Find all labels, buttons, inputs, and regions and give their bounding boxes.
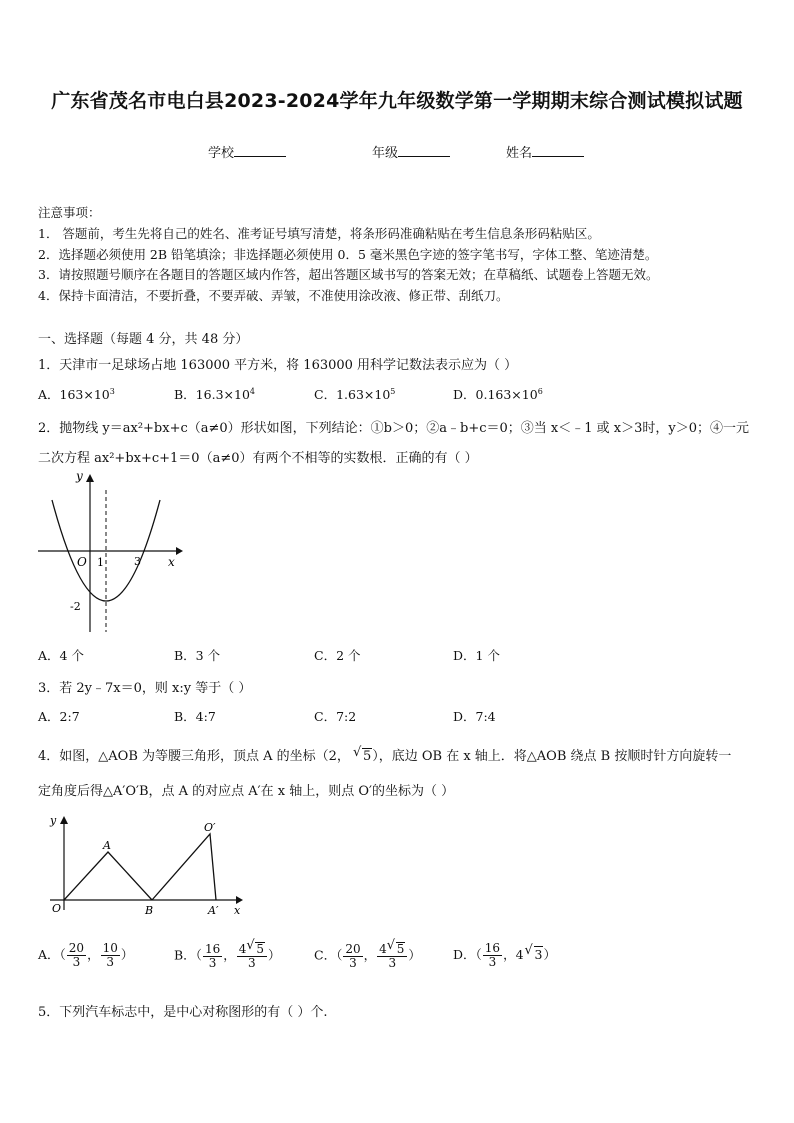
y-axis-arrow <box>86 474 94 482</box>
q4-option-c: C．（ $\frac{20}{3}$ ， $\frac{4√ 5}{3}$ ） <box>314 942 421 970</box>
x-label: x <box>234 904 241 917</box>
q1-option-a: A．$163\times 10^3$ <box>38 386 115 402</box>
q3-option-a: A．2:7 <box>38 709 80 724</box>
q3-option-d: D．7:4 <box>453 709 496 724</box>
q1-option-b: B．$16.3\times 10^4$ <box>174 386 255 402</box>
question-2-stem-line1: 2．抛物线 y＝ax²+bx+c（a≠0）形状如图，下列结论：①b＞0；②a﹣b+c＝0；③当 x＜﹣1 或 x＞3时，y＞0；④一元 <box>38 421 750 436</box>
question-2-stem-line2: 二次方程 ax²+bx+c+1＝0（a≠0）有两个不相等的实数根．正确的有（ ） <box>38 451 478 466</box>
tick-label: -2 <box>70 600 81 613</box>
q4-option-b: B．（ $\frac{16}{3}$ ， $\frac{4√ 5}{3}$ ） <box>174 942 281 970</box>
question-4-stem-line2: 定角度后得△A′O′B，点 A 的对应点 A′在 x 轴上，则点 O′的坐标为（ ） <box>38 784 455 799</box>
point-oprime-label: O′ <box>204 821 216 834</box>
q3-option-b: B．4:7 <box>174 709 216 724</box>
y-label: y <box>50 814 57 827</box>
grade-field: 年级 <box>372 142 450 161</box>
y-label: y <box>76 469 83 483</box>
tick-label: 3 <box>134 555 141 568</box>
triangle-aprime-oprime-b <box>152 834 216 900</box>
section-heading: 一、选择题（每题 4 分，共 48 分） <box>38 332 249 347</box>
notice-item: 2．选择题必须使用 2B 铅笔填涂；非选择题必须使用 0．5 毫米黑色字迹的签字笔书写，字体工整、笔迹清楚。 <box>38 247 658 262</box>
q4-option-a: A．（ $\frac{20}{3}$ ， $\frac{10}{3}$ ） <box>38 941 134 969</box>
school-field: 学校 <box>208 142 286 161</box>
q2-option-d: D．1 个 <box>453 648 500 663</box>
x-axis-arrow <box>236 896 243 904</box>
x-label: x <box>168 555 175 569</box>
triangle-aob <box>64 852 152 900</box>
question-5-stem: 5．下列汽车标志中，是中心对称图形的有（ ）个. <box>38 1005 328 1020</box>
point-aprime-label: A′ <box>208 904 219 917</box>
q3-option-c: C．7:2 <box>314 709 357 724</box>
origin-label: O <box>52 902 62 915</box>
triangle-figure <box>40 810 250 922</box>
x-axis-arrow <box>176 547 183 555</box>
q1-option-d: D．$0.163\times 10^6$ <box>453 386 543 402</box>
q2-option-a: A．4 个 <box>38 648 84 663</box>
notice-item: 4．保持卡面清洁，不要折叠，不要弄破、弄皱，不准使用涂改液、修正带、刮纸刀。 <box>38 288 509 303</box>
question-4-stem-line1: 4．如图，△AOB 为等腰三角形，顶点 A 的坐标（2，√ 5），底边 OB 在 x 轴上．将△AOB 绕点 B 按顺时针方向旋转一 <box>38 745 731 764</box>
page-title: 广东省茂名市电白县2023-2024学年九年级数学第一学期期末综合测试模拟试题 <box>51 90 743 112</box>
name-field: 姓名 <box>506 142 584 161</box>
q2-option-c: C．2 个 <box>314 648 361 663</box>
notice-heading: 注意事项： <box>38 205 101 220</box>
point-a-label: A <box>103 839 111 852</box>
parabola-figure <box>30 466 190 638</box>
question-3-stem: 3．若 2y﹣7x＝0，则 x:y 等于（ ） <box>38 681 252 696</box>
q4-option-d: D．（ $\frac{16}{3}$ ，4√ 3） <box>453 942 556 969</box>
question-1-stem: 1．天津市一足球场占地 163000 平方米，将 163000 用科学记数法表示应为（ ） <box>38 358 518 373</box>
q1-option-c: C．$1.63\times 10^5$ <box>314 386 396 402</box>
notice-item: 3．请按照题号顺序在各题目的答题区域内作答，超出答题区域书写的答案无效；在草稿纸、试题卷上答题无效。 <box>38 267 659 282</box>
tick-label: 1 <box>97 556 104 569</box>
origin-label: O <box>77 555 87 569</box>
point-b-label: B <box>145 904 154 917</box>
y-axis-arrow <box>60 816 68 824</box>
q2-option-b: B．3 个 <box>174 648 221 663</box>
notice-item: 1． 答题前，考生先将自己的姓名、准考证号填写清楚，将条形码准确粘贴在考生信息条形码粘贴区。 <box>38 226 600 241</box>
